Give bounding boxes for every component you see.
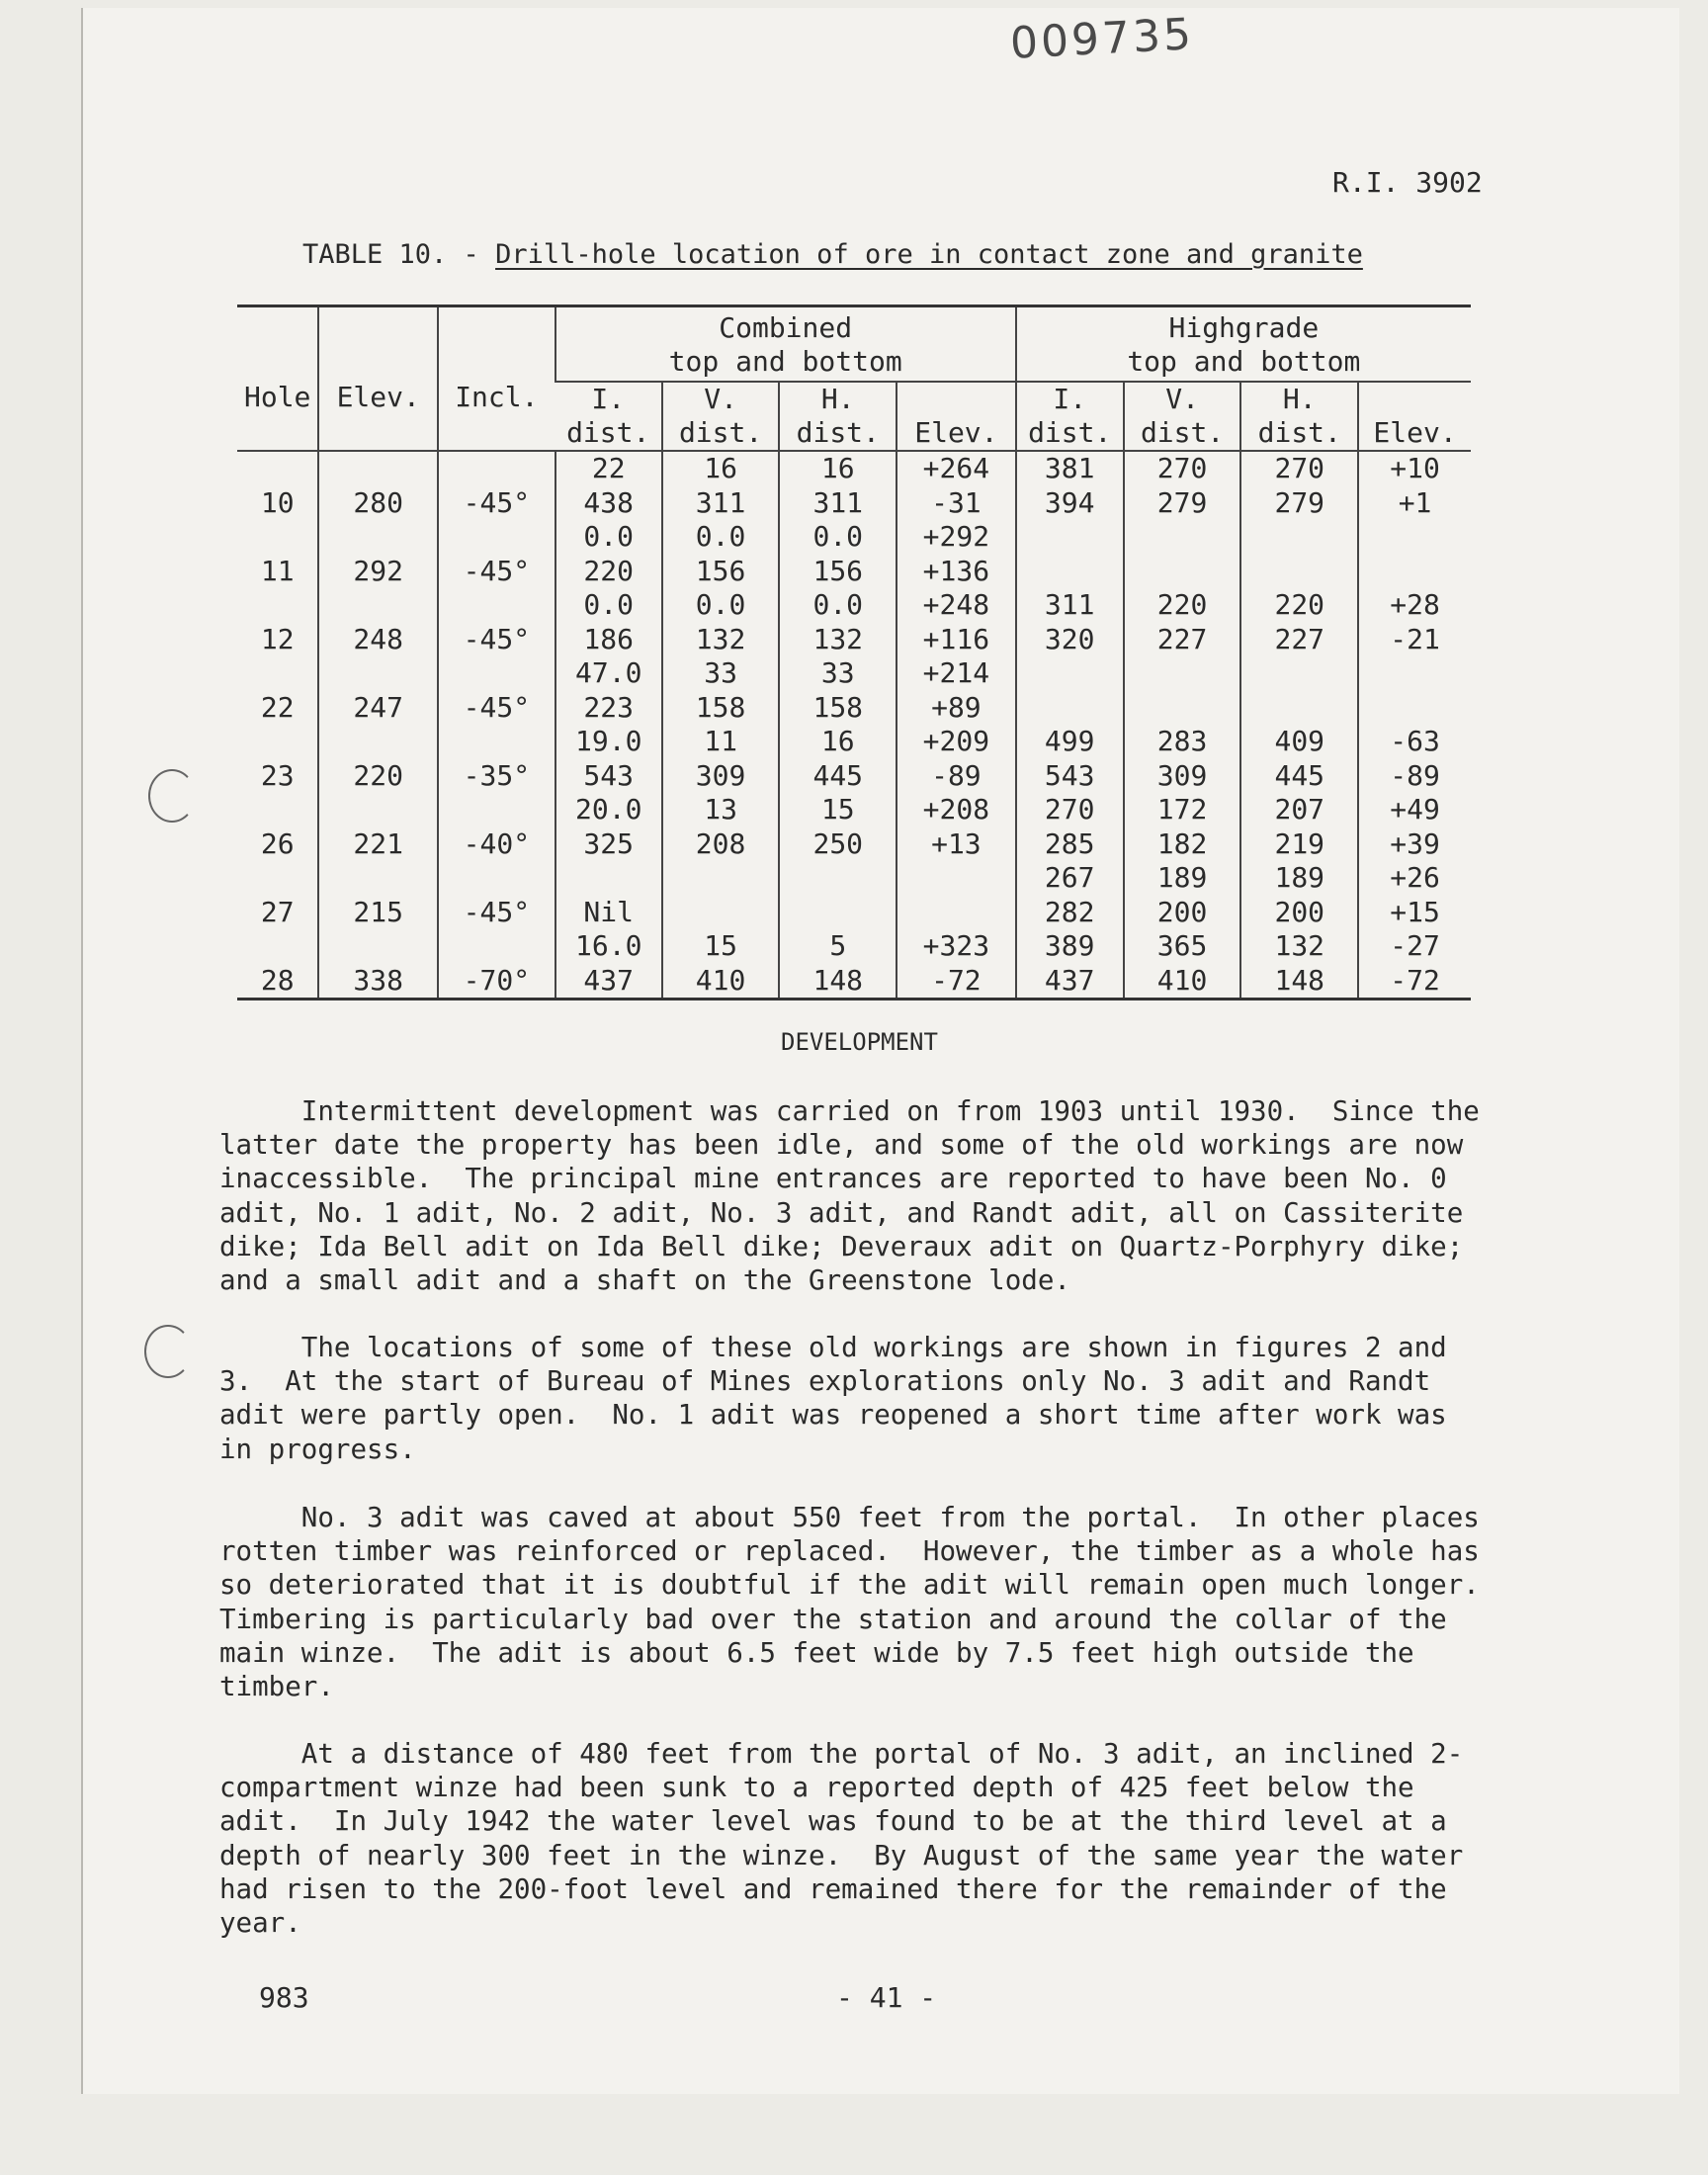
table-cell: [318, 451, 438, 486]
table-row: [237, 827, 1471, 862]
table-cell: 0.0: [555, 588, 662, 623]
paragraph-2: The locations of some of these old workings are shown in figures 2 and 3. At the start of Bureau of Mines explorations only No. 3 adit and Randt adit were partly open. No. 1 adit was reopened a short time after work was in progress.: [219, 1332, 1447, 1465]
page-number: - 41 -: [836, 1981, 937, 2014]
column-header-label: Elev.: [336, 381, 420, 413]
table-cell: 26: [260, 826, 295, 860]
column-header: [1124, 382, 1241, 451]
header-combined-line1: Combined: [719, 311, 853, 344]
table-cell: 16.0: [555, 929, 662, 964]
table-cell: 10: [260, 485, 295, 519]
footer-left-number: 983: [259, 1981, 309, 2014]
table-cell: 247: [318, 691, 438, 726]
table-cell: 11: [662, 725, 780, 759]
table-cell: [1124, 656, 1241, 691]
table-cell: 200: [1124, 896, 1241, 930]
column-header: [1358, 382, 1471, 451]
table-cell: 221: [318, 827, 438, 862]
table-cell: 543: [1016, 759, 1124, 794]
table-cell: [318, 520, 438, 555]
table-cell: Nil: [555, 896, 662, 930]
table-cell: [1358, 555, 1471, 589]
punch-hole-mark: [148, 769, 196, 823]
table-title: [302, 239, 1363, 270]
table-cell: [438, 520, 555, 555]
table-cell: [1016, 691, 1124, 726]
table-cell: -40°: [438, 827, 555, 862]
column-header: [662, 382, 780, 451]
table-cell: 5: [779, 929, 897, 964]
table-cell: 182: [1124, 827, 1241, 862]
table-cell: [1124, 555, 1241, 589]
column-header-line1: V.: [704, 383, 737, 415]
table-cell: +39: [1358, 827, 1471, 862]
table-cell: 12: [260, 622, 295, 655]
report-id: R.I. 3902: [1332, 166, 1483, 199]
table-cell: 20.0: [555, 793, 662, 827]
table-cell: +248: [897, 588, 1016, 623]
table-cell: [438, 861, 555, 896]
table-cell: 22: [555, 451, 662, 486]
table-cell: -72: [1358, 964, 1471, 1000]
header-combined-line2: top and bottom: [668, 345, 902, 378]
table-cell: -35°: [438, 759, 555, 794]
table-cell: [1124, 520, 1241, 555]
table-cell: 437: [1016, 964, 1124, 1000]
table-cell: 189: [1124, 861, 1241, 896]
table-cell: [318, 861, 438, 896]
table-cell: +214: [897, 656, 1016, 691]
table-cell: 132: [662, 623, 780, 657]
column-header-line2: dist.: [796, 416, 880, 449]
table-cell: 11: [260, 554, 295, 587]
table-cell: +208: [897, 793, 1016, 827]
header-incl: [438, 306, 555, 452]
table-cell: [662, 896, 780, 930]
table-cell: [1016, 555, 1124, 589]
table-row: [237, 793, 1471, 827]
table-cell: -70°: [438, 964, 555, 1000]
table-row: [237, 588, 1471, 623]
table-cell: 270: [1240, 451, 1358, 486]
table-cell: 267: [1016, 861, 1124, 896]
table-cell: [318, 656, 438, 691]
column-header-line2: dist.: [566, 416, 650, 449]
table-cell: 13: [662, 793, 780, 827]
table-cell: 389: [1016, 929, 1124, 964]
table-cell: [1358, 656, 1471, 691]
table-cell: [318, 929, 438, 964]
table-cell: 158: [662, 691, 780, 726]
table-row: [237, 929, 1471, 964]
table-cell: +116: [897, 623, 1016, 657]
table-cell: 208: [662, 827, 780, 862]
table-cell: -27: [1358, 929, 1471, 964]
table-cell: 280: [318, 486, 438, 521]
table-cell: 309: [1124, 759, 1241, 794]
table-cell: 19.0: [555, 725, 662, 759]
table-cell: +26: [1358, 861, 1471, 896]
table-cell: 311: [779, 486, 897, 521]
table-cell: 250: [779, 827, 897, 862]
table-cell: -45°: [438, 555, 555, 589]
table-cell: [1358, 691, 1471, 726]
table-cell: 220: [1124, 588, 1241, 623]
table-cell: [237, 929, 318, 964]
table-cell: [237, 451, 318, 486]
paragraph-3: No. 3 adit was caved at about 550 feet from the portal. In other places rotten timber was reinforced or replaced. However, the timber as a whole has so deteriorated that it is doubtful if the adit will remain open much longer. Timbering is particularly bad over the station and around the collar of the main winze. The adit is about 6.5 feet wide by 7.5 feet high outside the timber.: [219, 1502, 1480, 1703]
table-row: [237, 623, 1471, 657]
column-header-line1: H.: [1282, 383, 1317, 415]
table-title-prefix: TABLE 10. -: [302, 239, 496, 270]
header-highgrade-line1: Highgrade: [1168, 311, 1320, 344]
table-cell: 28: [260, 963, 295, 997]
table-cell: 227: [1240, 623, 1358, 657]
table-cell: 47.0: [555, 656, 662, 691]
table-cell: 311: [662, 486, 780, 521]
table-cell: 16: [779, 451, 897, 486]
table-row: [237, 520, 1471, 555]
table-row: [237, 725, 1471, 759]
table-cell: +13: [897, 827, 1016, 862]
column-header: [1240, 382, 1358, 451]
table-cell: +1: [1358, 486, 1471, 521]
column-header-line2: dist.: [1140, 416, 1225, 449]
table-cell: 172: [1124, 793, 1241, 827]
table-cell: 292: [318, 555, 438, 589]
table-cell: 33: [662, 656, 780, 691]
header-combined: [555, 306, 1016, 383]
table-cell: -72: [897, 964, 1016, 1000]
table-cell: 156: [662, 555, 780, 589]
column-header-label: Hole: [243, 381, 311, 413]
header-highgrade-line2: top and bottom: [1127, 345, 1361, 378]
table-cell: 148: [1240, 964, 1358, 1000]
table-cell: -63: [1358, 725, 1471, 759]
table-cell: -89: [1358, 759, 1471, 794]
table-cell: 338: [318, 964, 438, 1000]
column-header: [1016, 382, 1124, 451]
table-cell: +136: [897, 555, 1016, 589]
table-cell: 0.0: [662, 588, 780, 623]
table-cell: -45°: [438, 486, 555, 521]
table-cell: [318, 588, 438, 623]
table-cell: 437: [555, 964, 662, 1000]
table-cell: +10: [1358, 451, 1471, 486]
table-cell: -21: [1358, 623, 1471, 657]
table-cell: 279: [1124, 486, 1241, 521]
table-row: [237, 964, 1471, 1000]
table-cell: 148: [779, 964, 897, 1000]
table-cell: 270: [1124, 451, 1241, 486]
table-cell: 0.0: [779, 588, 897, 623]
table-cell: [555, 861, 662, 896]
table-cell: 132: [1240, 929, 1358, 964]
table-cell: [1016, 520, 1124, 555]
table-cell: [318, 793, 438, 827]
table-cell: +89: [897, 691, 1016, 726]
column-header: [555, 382, 662, 451]
table-row: [237, 451, 1471, 486]
column-header-label: Incl.: [455, 381, 539, 413]
column-header-line1: I.: [591, 383, 626, 415]
table-cell: 186: [555, 623, 662, 657]
table-row: [237, 896, 1471, 930]
table-cell: 499: [1016, 725, 1124, 759]
table-cell: 220: [555, 555, 662, 589]
table-cell: [237, 588, 318, 623]
header-highgrade: [1016, 306, 1471, 383]
table-cell: 156: [779, 555, 897, 589]
table-cell: [438, 929, 555, 964]
drill-hole-table: [237, 304, 1471, 1000]
table-cell: 0.0: [555, 520, 662, 555]
table-cell: 189: [1240, 861, 1358, 896]
archive-stamp-number: 009735: [1008, 9, 1196, 69]
header-hole: [237, 306, 318, 452]
table-row: [237, 861, 1471, 896]
table-cell: 220: [318, 759, 438, 794]
table-cell: 200: [1240, 896, 1358, 930]
table-cell: 33: [779, 656, 897, 691]
table-cell: [897, 861, 1016, 896]
table-cell: 15: [662, 929, 780, 964]
table-cell: [1240, 520, 1358, 555]
table-cell: 543: [555, 759, 662, 794]
column-header-line2: dist.: [678, 416, 763, 449]
column-header: [779, 382, 897, 451]
table-cell: 325: [555, 827, 662, 862]
table-title-text: Drill-hole location of ore in contact zone and granite: [495, 239, 1363, 270]
table-cell: [237, 520, 318, 555]
column-header-line2: Elev.: [914, 416, 998, 449]
table-cell: 219: [1240, 827, 1358, 862]
table-cell: 215: [318, 896, 438, 930]
table-cell: +49: [1358, 793, 1471, 827]
column-header-line1: [1359, 383, 1471, 416]
table-cell: 320: [1016, 623, 1124, 657]
table-cell: +323: [897, 929, 1016, 964]
table-cell: 309: [662, 759, 780, 794]
table-cell: 23: [260, 758, 295, 792]
table-cell: 22: [260, 690, 295, 724]
column-header-line2: dist.: [1028, 416, 1112, 449]
table-cell: [1124, 691, 1241, 726]
table-cell: [438, 656, 555, 691]
table-cell: 16: [779, 725, 897, 759]
table-cell: 410: [662, 964, 780, 1000]
section-heading: DEVELOPMENT: [781, 1028, 938, 1056]
column-header-line2: Elev.: [1373, 416, 1457, 449]
table-cell: 438: [555, 486, 662, 521]
table-cell: [237, 656, 318, 691]
table-cell: 0.0: [779, 520, 897, 555]
table-cell: +209: [897, 725, 1016, 759]
table-cell: 227: [1124, 623, 1241, 657]
table-cell: 365: [1124, 929, 1241, 964]
table-cell: 132: [779, 623, 897, 657]
table-cell: [237, 861, 318, 896]
table-cell: [438, 793, 555, 827]
table-cell: -45°: [438, 623, 555, 657]
table-cell: 394: [1016, 486, 1124, 521]
table-cell: [662, 861, 780, 896]
table-cell: -45°: [438, 691, 555, 726]
table-cell: [1358, 520, 1471, 555]
punch-hole-mark: [144, 1325, 192, 1378]
paragraph-4: At a distance of 480 feet from the portal of No. 3 adit, an inclined 2- compartment winze had been sunk to a reported depth of 425 feet below the adit. In July 1942 the water level was found to be at the third level at a depth of nearly 300 feet in the winze. By August of the same year the water had risen to the 200-foot level and remained there for the remainder of the year.: [219, 1738, 1464, 1940]
table-cell: 270: [1016, 793, 1124, 827]
table-cell: [438, 588, 555, 623]
table-cell: 445: [1240, 759, 1358, 794]
table-cell: 283: [1124, 725, 1241, 759]
table-body: [237, 451, 1471, 1000]
table-cell: [779, 861, 897, 896]
column-header-line1: I.: [1053, 383, 1087, 415]
table-cell: +28: [1358, 588, 1471, 623]
table-cell: [237, 793, 318, 827]
table-cell: -89: [897, 759, 1016, 794]
column-header-line2: dist.: [1257, 416, 1341, 449]
table-cell: 381: [1016, 451, 1124, 486]
table-cell: [1240, 691, 1358, 726]
table-cell: 0.0: [662, 520, 780, 555]
table-cell: 445: [779, 759, 897, 794]
table-cell: +15: [1358, 896, 1471, 930]
column-header-line1: [897, 383, 1015, 416]
table-cell: [318, 725, 438, 759]
table-cell: 220: [1240, 588, 1358, 623]
table-cell: +292: [897, 520, 1016, 555]
table-cell: 158: [779, 691, 897, 726]
table-cell: [237, 725, 318, 759]
table-cell: -45°: [438, 896, 555, 930]
table-cell: 16: [662, 451, 780, 486]
table-row: [237, 691, 1471, 726]
table-cell: [779, 896, 897, 930]
table-cell: 207: [1240, 793, 1358, 827]
table-cell: [1016, 656, 1124, 691]
table-cell: 410: [1124, 964, 1241, 1000]
table-cell: 27: [260, 895, 295, 928]
table-cell: [438, 725, 555, 759]
table-row: [237, 486, 1471, 521]
table-cell: [1240, 555, 1358, 589]
table-row: [237, 555, 1471, 589]
table-cell: [897, 896, 1016, 930]
table-cell: +264: [897, 451, 1016, 486]
table-cell: [1240, 656, 1358, 691]
table-cell: [438, 451, 555, 486]
table-cell: -31: [897, 486, 1016, 521]
column-header-line1: H.: [820, 383, 855, 415]
table-cell: 248: [318, 623, 438, 657]
table-cell: 223: [555, 691, 662, 726]
paragraph-1: Intermittent development was carried on from 1903 until 1930. Since the latter date the property has been idle, and some of the old workings are now inaccessible. The principal mine entrances are reported to have been No. 0 adit, No. 1 adit, No. 2 adit, No. 3 adit, and Randt adit, all on Cassiterite dike; Ida Bell adit on Ida Bell dike; Deveraux adit on Quartz-Porphyry dike; and a small adit and a shaft on the Greenstone lode.: [219, 1095, 1480, 1297]
table-cell: 285: [1016, 827, 1124, 862]
column-header: [897, 382, 1016, 451]
table-row: [237, 759, 1471, 794]
table-cell: 409: [1240, 725, 1358, 759]
table-cell: 15: [779, 793, 897, 827]
table-cell: 279: [1240, 486, 1358, 521]
table-row: [237, 656, 1471, 691]
header-elev: [318, 306, 438, 452]
table-cell: 311: [1016, 588, 1124, 623]
column-header-line1: V.: [1165, 383, 1199, 415]
table-cell: 282: [1016, 896, 1124, 930]
